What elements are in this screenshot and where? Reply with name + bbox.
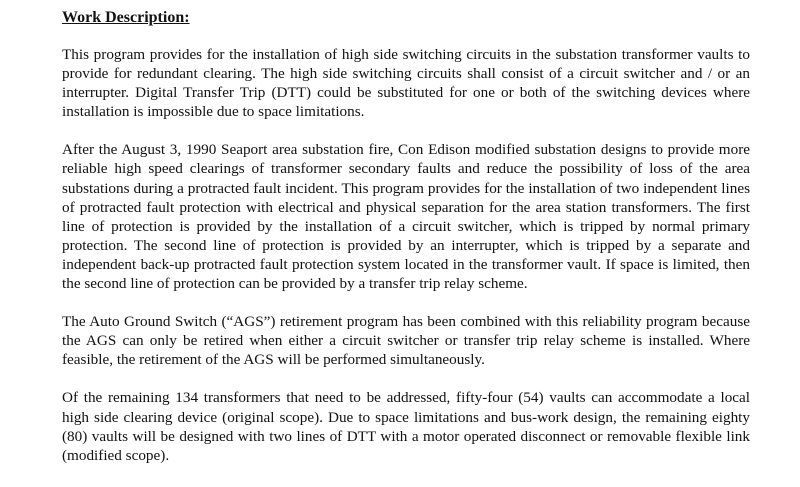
paragraph-program-overview: This program provides for the installation of high side switching circuits in the substation transformer vaults to provide for redundant clearing. The high side switching circuits shall consist of a circuit switcher and / or an interrupter. Digital Transfer Trip (DTT) could be substituted for one or both of the switching devices where installation is impossible due to space limitations.	[62, 46, 750, 121]
paragraph-seaport-fire: After the August 3, 1990 Seaport area substation fire, Con Edison modified substation designs to provide more reliable high speed clearings of transformer secondary faults and reduce the possibility of loss of the area substations during a protracted fault incident. This program provides for the installation of two independent lines of protracted fault protection with electrical and physical separation for the area station transformers. The first line of protection is provided by the installation of a circuit switcher, which is tripped by normal primary protection. The second line of protection is provided by an interrupter, which is tripped by a separate and independent back-up protracted fault protection system located in the transformer vault. If space is limited, then the second line of protection can be provided by a transfer trip relay scheme.	[62, 141, 750, 293]
paragraph-remaining-transformers: Of the remaining 134 transformers that need to be addressed, fifty-four (54) vaults can accommodate a local high side clearing device (original scope). Due to space limitations and bus-work design, the remaining eighty (80) vaults will be designed with two lines of DTT with a motor operated disconnect or removable flexible link (modified scope).	[62, 389, 750, 464]
paragraph-ags-retirement: The Auto Ground Switch (“AGS”) retirement program has been combined with this reliability program because the AGS can only be retired when either a circuit switcher or transfer trip relay scheme is installed. Where feasible, the retirement of the AGS will be performed simultaneously.	[62, 313, 750, 369]
document-page	[62, 8, 750, 484]
section-heading: Work Description:	[62, 9, 190, 26]
